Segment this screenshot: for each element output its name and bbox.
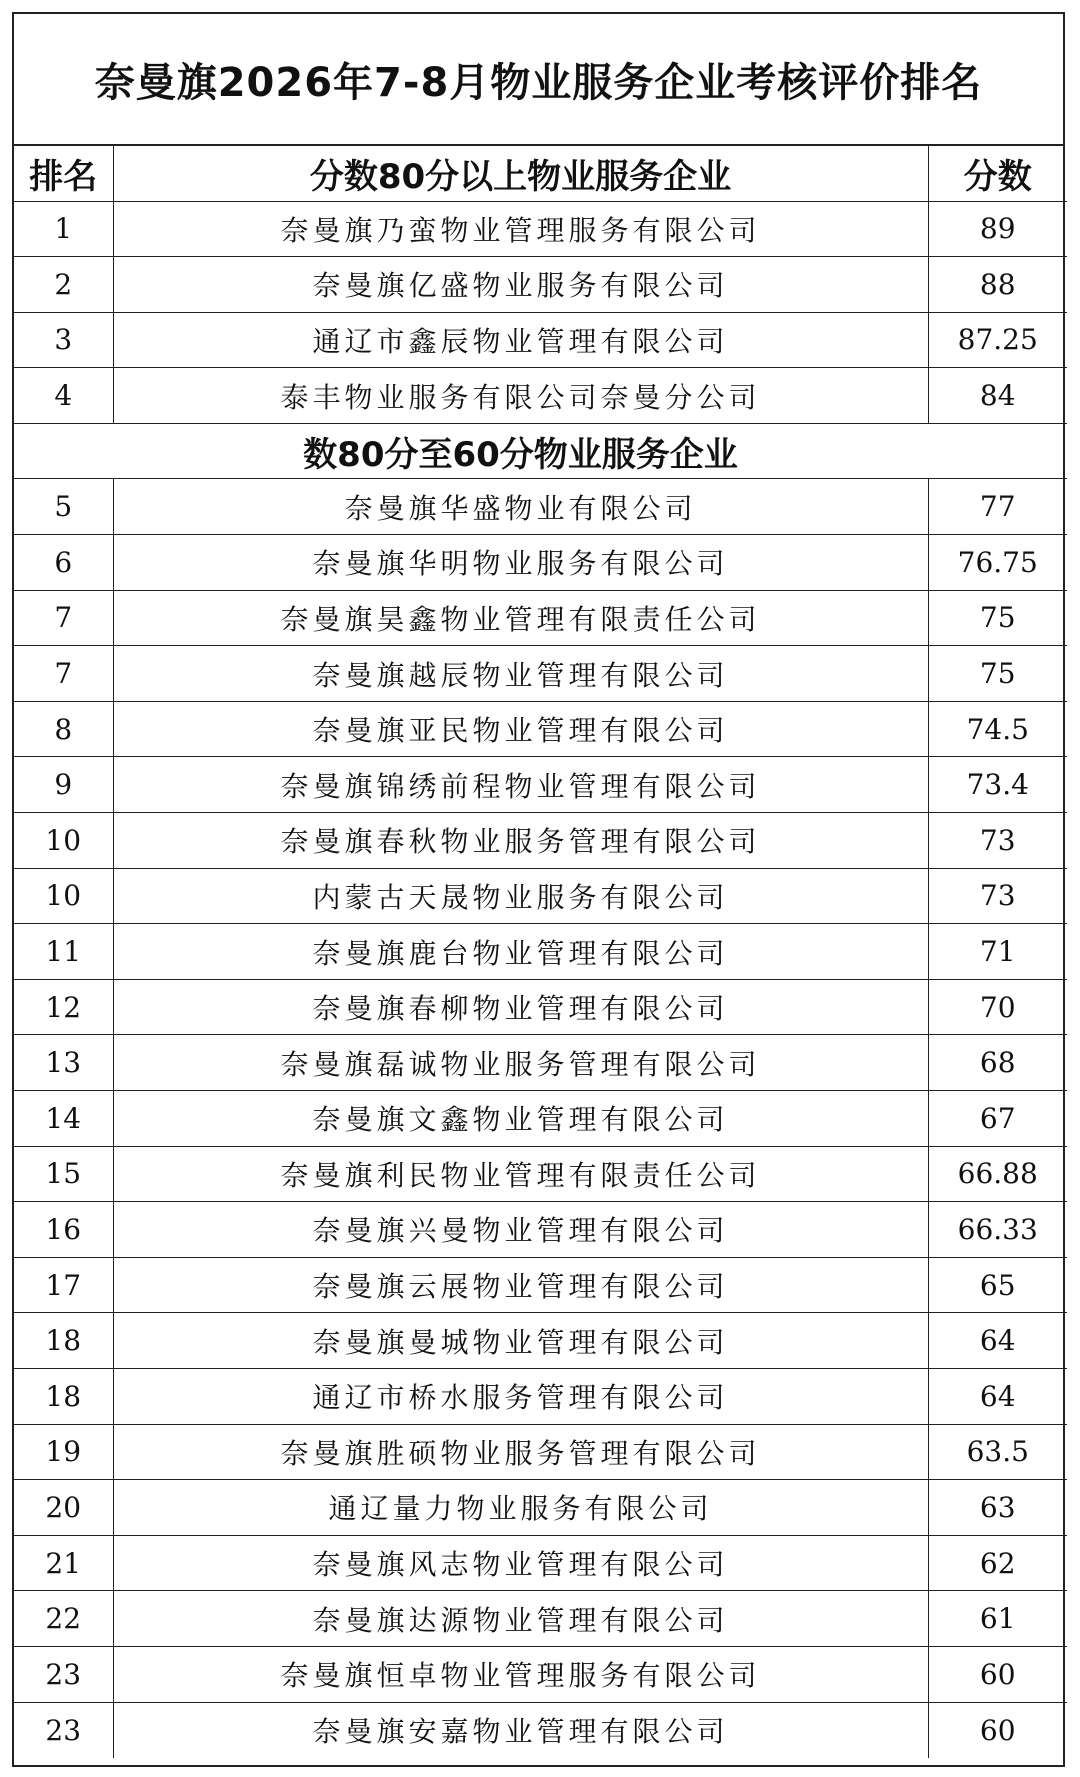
table-row	[14, 813, 1067, 869]
rank-cell: 13	[14, 1035, 113, 1091]
rank-cell: 7	[14, 590, 113, 646]
company-name-cell: 奈曼旗云展物业管理有限公司	[113, 1257, 928, 1313]
table-row	[14, 1257, 1067, 1313]
company-name-cell: 奈曼旗亿盛物业服务有限公司	[113, 257, 928, 313]
rank-cell: 5	[14, 479, 113, 535]
score-cell: 63	[928, 1480, 1067, 1536]
score-cell: 60	[928, 1702, 1067, 1758]
company-name-cell: 奈曼旗越辰物业管理有限公司	[113, 646, 928, 702]
table-row	[14, 368, 1067, 424]
rank-cell: 3	[14, 312, 113, 368]
table-row	[14, 701, 1067, 757]
ranking-table	[14, 146, 1067, 1758]
score-cell: 64	[928, 1313, 1067, 1369]
table-row	[14, 201, 1067, 257]
company-name-cell: 奈曼旗乃蛮物业管理服务有限公司	[113, 201, 928, 257]
company-name-cell: 奈曼旗华明物业服务有限公司	[113, 535, 928, 591]
score-cell: 68	[928, 1035, 1067, 1091]
score-header: 分数	[928, 146, 1067, 201]
rank-header: 排名	[14, 146, 113, 201]
table-row	[14, 646, 1067, 702]
rank-cell: 9	[14, 757, 113, 813]
ranking-table-body	[14, 146, 1067, 1758]
rank-cell: 7	[14, 646, 113, 702]
section-blank-cell	[14, 423, 113, 479]
rank-cell: 6	[14, 535, 113, 591]
rank-cell: 18	[14, 1313, 113, 1369]
score-cell: 89	[928, 201, 1067, 257]
score-cell: 66.88	[928, 1146, 1067, 1202]
section-blank-cell	[928, 423, 1067, 479]
table-row	[14, 924, 1067, 980]
score-cell: 84	[928, 368, 1067, 424]
company-name-cell: 奈曼旗华盛物业有限公司	[113, 479, 928, 535]
score-cell: 75	[928, 646, 1067, 702]
score-cell: 73	[928, 813, 1067, 869]
score-cell: 71	[928, 924, 1067, 980]
company-name-cell: 奈曼旗磊诚物业服务管理有限公司	[113, 1035, 928, 1091]
score-cell: 76.75	[928, 535, 1067, 591]
company-name-cell: 奈曼旗兴曼物业管理有限公司	[113, 1202, 928, 1258]
table-row	[14, 1702, 1067, 1758]
rank-cell: 22	[14, 1591, 113, 1647]
score-cell: 67	[928, 1091, 1067, 1147]
company-name-cell: 通辽量力物业服务有限公司	[113, 1480, 928, 1536]
table-row	[14, 1313, 1067, 1369]
table-row	[14, 1146, 1067, 1202]
score-cell: 88	[928, 257, 1067, 313]
ranking-sheet	[12, 12, 1065, 1767]
company-name-cell: 奈曼旗风志物业管理有限公司	[113, 1535, 928, 1591]
rank-cell: 12	[14, 979, 113, 1035]
company-name-cell: 奈曼旗鹿台物业管理有限公司	[113, 924, 928, 980]
company-name-cell: 奈曼旗春秋物业服务管理有限公司	[113, 813, 928, 869]
rank-cell: 23	[14, 1646, 113, 1702]
company-name-cell: 奈曼旗文鑫物业管理有限公司	[113, 1091, 928, 1147]
company-name-cell: 奈曼旗利民物业管理有限责任公司	[113, 1146, 928, 1202]
rank-cell: 23	[14, 1702, 113, 1758]
table-row	[14, 1480, 1067, 1536]
rank-cell: 4	[14, 368, 113, 424]
rank-cell: 18	[14, 1368, 113, 1424]
score-cell: 73	[928, 868, 1067, 924]
table-row	[14, 590, 1067, 646]
score-cell: 66.33	[928, 1202, 1067, 1258]
score-cell: 70	[928, 979, 1067, 1035]
table-row	[14, 1424, 1067, 1480]
table-row	[14, 1368, 1067, 1424]
score-cell: 77	[928, 479, 1067, 535]
score-cell: 62	[928, 1535, 1067, 1591]
group2-header: 数80分至60分物业服务企业	[113, 423, 928, 479]
rank-cell: 1	[14, 201, 113, 257]
rank-cell: 11	[14, 924, 113, 980]
table-row	[14, 979, 1067, 1035]
rank-cell: 16	[14, 1202, 113, 1258]
company-name-cell: 奈曼旗恒卓物业管理服务有限公司	[113, 1646, 928, 1702]
table-row	[14, 1035, 1067, 1091]
table-row	[14, 1591, 1067, 1647]
company-name-cell: 奈曼旗昊鑫物业管理有限责任公司	[113, 590, 928, 646]
score-cell: 74.5	[928, 701, 1067, 757]
score-cell: 60	[928, 1646, 1067, 1702]
table-row	[14, 757, 1067, 813]
company-name-cell: 奈曼旗达源物业管理有限公司	[113, 1591, 928, 1647]
score-cell: 64	[928, 1368, 1067, 1424]
rank-cell: 8	[14, 701, 113, 757]
table-row	[14, 1646, 1067, 1702]
company-name-cell: 内蒙古天晟物业服务有限公司	[113, 868, 928, 924]
rank-cell: 19	[14, 1424, 113, 1480]
rank-cell: 14	[14, 1091, 113, 1147]
score-cell: 61	[928, 1591, 1067, 1647]
group1-header: 分数80分以上物业服务企业	[113, 146, 928, 201]
table-row	[14, 1202, 1067, 1258]
rank-cell: 20	[14, 1480, 113, 1536]
score-cell: 73.4	[928, 757, 1067, 813]
company-name-cell: 奈曼旗春柳物业管理有限公司	[113, 979, 928, 1035]
rank-cell: 10	[14, 868, 113, 924]
company-name-cell: 通辽市鑫辰物业管理有限公司	[113, 312, 928, 368]
score-cell: 87.25	[928, 312, 1067, 368]
company-name-cell: 泰丰物业服务有限公司奈曼分公司	[113, 368, 928, 424]
rank-cell: 15	[14, 1146, 113, 1202]
table-row	[14, 257, 1067, 313]
company-name-cell: 奈曼旗亚民物业管理有限公司	[113, 701, 928, 757]
rank-cell: 21	[14, 1535, 113, 1591]
company-name-cell: 奈曼旗锦绣前程物业管理有限公司	[113, 757, 928, 813]
rank-cell: 10	[14, 813, 113, 869]
table-row	[14, 1091, 1067, 1147]
score-cell: 63.5	[928, 1424, 1067, 1480]
company-name-cell: 通辽市桥水服务管理有限公司	[113, 1368, 928, 1424]
table-row	[14, 1535, 1067, 1591]
rank-cell: 17	[14, 1257, 113, 1313]
table-row	[14, 312, 1067, 368]
table-row	[14, 479, 1067, 535]
document-title: 奈曼旗2026年7-8月物业服务企业考核评价排名	[14, 14, 1063, 146]
company-name-cell: 奈曼旗曼城物业管理有限公司	[113, 1313, 928, 1369]
score-cell: 65	[928, 1257, 1067, 1313]
section-header-row	[14, 423, 1067, 479]
score-cell: 75	[928, 590, 1067, 646]
table-row	[14, 535, 1067, 591]
rank-cell: 2	[14, 257, 113, 313]
company-name-cell: 奈曼旗胜硕物业服务管理有限公司	[113, 1424, 928, 1480]
table-row	[14, 868, 1067, 924]
header-row	[14, 146, 1067, 201]
company-name-cell: 奈曼旗安嘉物业管理有限公司	[113, 1702, 928, 1758]
